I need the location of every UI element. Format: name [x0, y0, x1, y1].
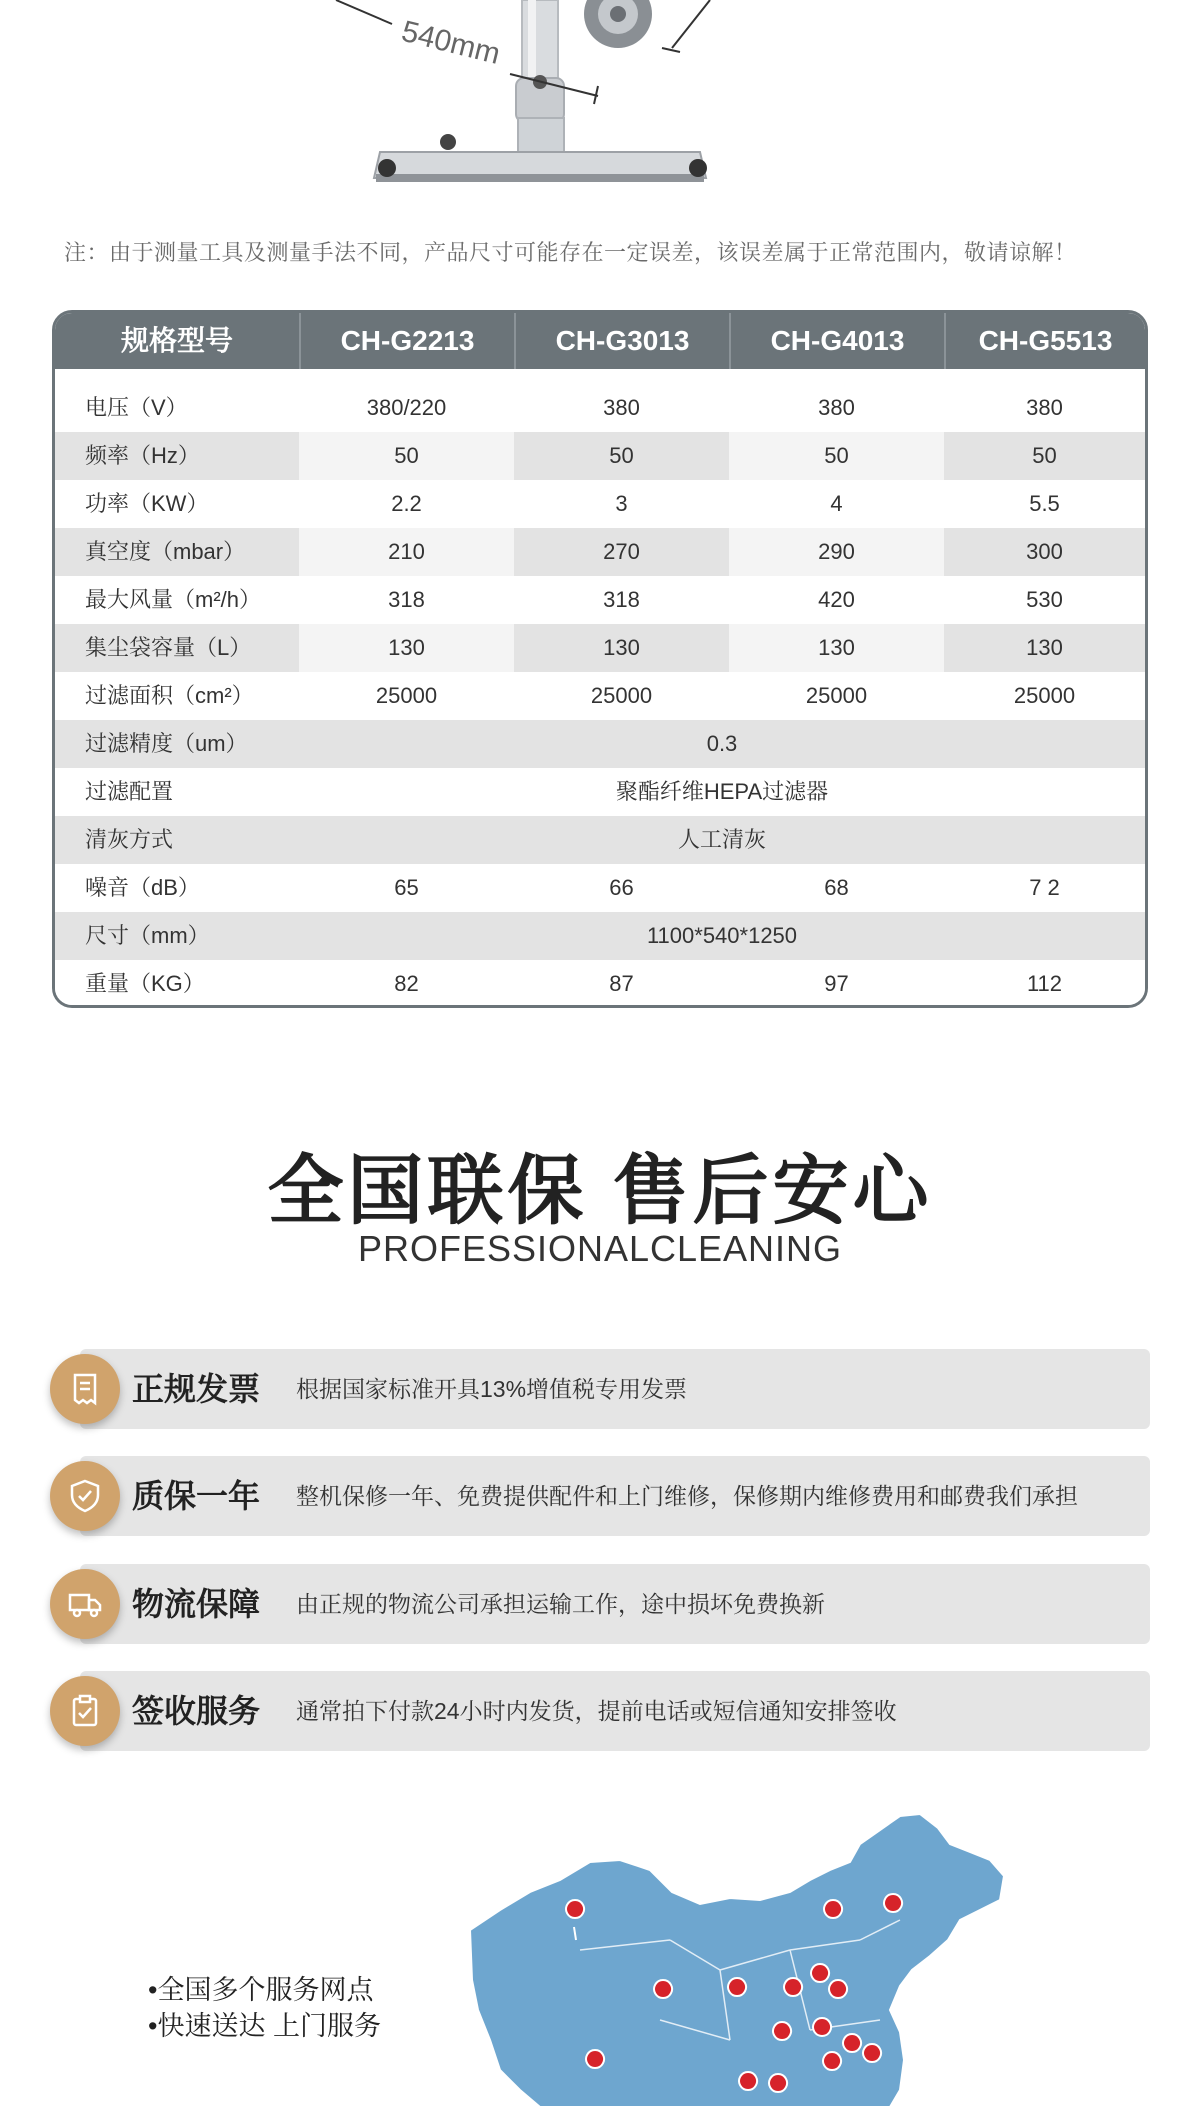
- feature-name: 签收服务: [132, 1693, 261, 1729]
- nozzle-knob: [440, 134, 456, 150]
- row-value: 290: [729, 528, 944, 576]
- feature-desc: 由正规的物流公司承担运输工作，途中损坏免费换新: [296, 1591, 825, 1617]
- row-value: 112: [944, 960, 1145, 1008]
- table-row: [55, 816, 1145, 864]
- row-value: 68: [729, 864, 944, 912]
- row-label: 最大风量（m²/h）: [55, 576, 299, 624]
- header-cell: CH-G4013: [729, 313, 944, 369]
- map-shape: [470, 1814, 1004, 2107]
- row-value: 318: [514, 576, 729, 624]
- map-pin: [654, 1980, 672, 1998]
- map-pin: [739, 2072, 757, 2090]
- invoice-icon: [50, 1354, 120, 1424]
- nozzle-wheel-left: [378, 159, 396, 177]
- row-label: 过滤面积（cm²）: [55, 672, 299, 720]
- feature-delivery: [80, 1671, 1150, 1751]
- row-label: 真空度（mbar）: [55, 528, 299, 576]
- row-value: 130: [944, 624, 1145, 672]
- row-value-merged: 人工清灰: [299, 816, 1145, 864]
- nozzle-wheel-right: [689, 159, 707, 177]
- table-row: [55, 912, 1145, 960]
- table-row: [55, 672, 1145, 720]
- table-row: [55, 768, 1145, 816]
- row-value: 420: [729, 576, 944, 624]
- table-row: [55, 384, 1145, 432]
- row-label: 功率（KW）: [55, 480, 299, 528]
- row-label: 电压（V）: [55, 384, 299, 432]
- feature-name: 质保一年: [132, 1478, 261, 1514]
- map-pin: [813, 2018, 831, 2036]
- row-value: 300: [944, 528, 1145, 576]
- row-label: 过滤配置: [55, 768, 299, 816]
- table-row: [55, 528, 1145, 576]
- map-pin: [811, 1964, 829, 1982]
- row-value: 25000: [729, 672, 944, 720]
- row-label: 频率（Hz）: [55, 432, 299, 480]
- row-value: 318: [299, 576, 514, 624]
- spec-table: [52, 310, 1148, 1008]
- row-value: 530: [944, 576, 1145, 624]
- header-cell: CH-G2213: [299, 313, 514, 369]
- service-bullets: [148, 1972, 381, 2044]
- row-value: 25000: [299, 672, 514, 720]
- map-pin: [773, 2022, 791, 2040]
- map-pin: [784, 1978, 802, 1996]
- checklist-icon: [50, 1676, 120, 1746]
- row-value: 50: [514, 432, 729, 480]
- map-pin: [586, 2050, 604, 2068]
- feature-desc: 根据国家标准开具13%增值税专用发票: [296, 1376, 688, 1402]
- map-pin: [824, 1900, 842, 1918]
- feature-desc: 整机保修一年、免费提供配件和上门维修，保修期内维修费用和邮费我们承担: [296, 1483, 1078, 1509]
- row-value: 5.5: [944, 480, 1145, 528]
- section-title: 全国联保 售后安心: [267, 1149, 933, 1234]
- header-cell: CH-G3013: [514, 313, 729, 369]
- product-image: [0, 0, 1200, 220]
- feature-name: 正规发票: [132, 1371, 261, 1407]
- header-cell: 规格型号: [120, 325, 233, 356]
- map-pin: [829, 1980, 847, 1998]
- row-value: 3: [514, 480, 729, 528]
- row-value: 130: [514, 624, 729, 672]
- bullet-item: •全国多个服务网点: [148, 1975, 374, 2005]
- table-row: [55, 624, 1145, 672]
- row-value: 270: [514, 528, 729, 576]
- row-label: 过滤精度（um）: [55, 720, 299, 768]
- row-value-merged: 0.3: [299, 720, 1145, 768]
- section-subtitle: PROFESSIONALCLEANING: [357, 1228, 843, 1269]
- row-value: 50: [299, 432, 514, 480]
- row-label: 集尘袋容量（L）: [55, 624, 299, 672]
- row-label: 尺寸（mm）: [55, 912, 299, 960]
- row-value: 82: [299, 960, 514, 1008]
- row-value: 50: [944, 432, 1145, 480]
- row-value: 25000: [514, 672, 729, 720]
- table-row: [55, 576, 1145, 624]
- row-value: 87: [514, 960, 729, 1008]
- measurement-note: 注：由于测量工具及测量手法不同，产品尺寸可能存在一定误差，该误差属于正常范围内，敬请谅解！: [64, 240, 1077, 265]
- row-value: 66: [514, 864, 729, 912]
- table-row: [55, 720, 1145, 768]
- row-value: 2.2: [299, 480, 514, 528]
- row-value: 25000: [944, 672, 1145, 720]
- table-row: [55, 432, 1145, 480]
- row-value: 4: [729, 480, 944, 528]
- row-value: 380/220: [299, 384, 514, 432]
- header-cell: CH-G5513: [944, 313, 1145, 369]
- row-value: 65: [299, 864, 514, 912]
- row-value: 380: [514, 384, 729, 432]
- feature-invoice: [80, 1349, 1150, 1429]
- row-value: 97: [729, 960, 944, 1008]
- map-pin: [843, 2034, 861, 2052]
- row-label: 噪音（dB）: [55, 864, 299, 912]
- map-pin: [863, 2044, 881, 2062]
- row-value: 7 2: [944, 864, 1145, 912]
- table-row: [55, 480, 1145, 528]
- map-pin: [769, 2074, 787, 2092]
- row-value: 210: [299, 528, 514, 576]
- feature-logistics: [80, 1564, 1150, 1644]
- table-row: [55, 864, 1145, 912]
- map-pin: [823, 2052, 841, 2070]
- row-label: 重量（KG）: [55, 960, 299, 1008]
- truck-icon: [50, 1569, 120, 1639]
- spec-table-body: [55, 384, 1145, 1008]
- shield-icon: [50, 1461, 120, 1531]
- row-value: 380: [944, 384, 1145, 432]
- row-value: 50: [729, 432, 944, 480]
- china-map: [460, 1800, 1020, 2107]
- row-value: 130: [729, 624, 944, 672]
- feature-name: 物流保障: [132, 1586, 261, 1622]
- bullet-item: •快速送达 上门服务: [148, 2011, 381, 2041]
- row-value-merged: 聚酯纤维HEPA过滤器: [299, 768, 1145, 816]
- dimension-label: 540mm: [398, 14, 504, 71]
- map-pin: [884, 1894, 902, 1912]
- row-value: 380: [729, 384, 944, 432]
- row-value: 130: [299, 624, 514, 672]
- map-pin: [728, 1978, 746, 1996]
- table-row: [55, 960, 1145, 1008]
- spec-table-header: [55, 313, 1145, 369]
- feature-desc: 通常拍下付款24小时内发货，提前电话或短信通知安排签收: [296, 1698, 897, 1724]
- feature-warranty: [80, 1456, 1150, 1536]
- row-value-merged: 1100*540*1250: [299, 912, 1145, 960]
- row-label: 清灰方式: [55, 816, 299, 864]
